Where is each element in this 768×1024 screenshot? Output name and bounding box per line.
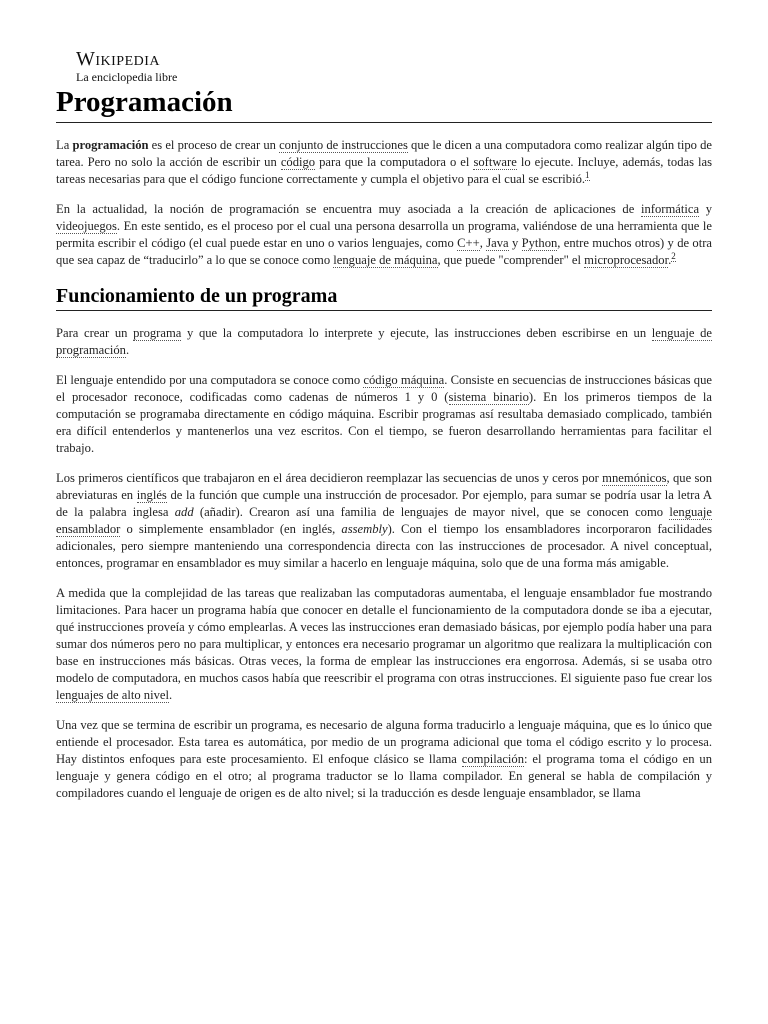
text: . <box>168 688 173 702</box>
text: y <box>699 202 712 216</box>
logo-tagline: La enciclopedia libre <box>76 70 178 84</box>
text: En la actualidad, la noción de programación se encuentra muy asociada a la creación de aplicaciones de <box>56 202 641 216</box>
text: y que la computadora lo interprete y ejecute, las instrucciones deben escribirse en un <box>181 326 652 340</box>
text: es el proceso de crear un <box>148 138 280 152</box>
text: . <box>668 253 672 267</box>
text: , que son abreviaturas en <box>56 471 713 502</box>
text: o simplemente ensamblador (en inglés, <box>120 522 342 536</box>
text: Para crear un <box>56 326 134 340</box>
paragraph-crear-programa <box>56 325 712 359</box>
link-codigo[interactable]: código <box>280 155 316 169</box>
section-heading: Funcionamiento de un programa <box>56 282 712 311</box>
text: para que la computadora o el <box>315 155 474 169</box>
text: Los primeros científicos que trabajaron en el área decidieron reemplazar las secuencias de unos y ceros por <box>56 471 603 485</box>
text: . <box>125 343 130 357</box>
link-lenguaje-de-maquina[interactable]: lenguaje de máquina <box>333 253 438 267</box>
text: A medida que la complejidad de las tareas que realizaban las computadoras aumentaba, el lenguaje ensamblador fue mostrando limitaciones. Para hacer un programa había que conocer en detalle el funcionamiento de la computadora donde se iba a ejecutar, qué instrucciones proveía y cómo emplearlas. A veces las instrucciones eran demasiado básicas, por ejemplo podía haber una para sumar dos números pero no para multiplicar, y entonces era necesario programar un algoritmo que realizara la multiplicación con base en instrucciones más básicas. Otras veces, la forma de emplear las instrucciones era engorrosa. Además, si se usaba otro modelo de computadora, en muchos casos había que reescribir el programa con otras instrucciones. El siguiente paso fue crear los <box>56 586 712 685</box>
text: que le dicen a una computadora como realizar algún tipo de tarea. Pero no solo la acción de escribir un <box>56 138 713 169</box>
reference-2[interactable]: 2 <box>671 250 676 261</box>
link-python[interactable]: Python <box>521 236 558 250</box>
text: La <box>56 138 73 152</box>
link-lenguajes-de-alto-nivel[interactable]: lenguajes de alto nivel <box>56 688 169 702</box>
paragraph-alto-nivel <box>56 585 712 704</box>
link-sistema-binario[interactable]: sistema binario <box>448 390 529 404</box>
text: y <box>508 236 522 250</box>
link-conjunto-de-instrucciones[interactable]: conjunto de instrucciones <box>279 138 408 152</box>
page-title: Programación <box>56 82 712 123</box>
text: de la función que cumple una instrucción de procesador. Por ejemplo, para sumar se podría usar la letra A de la palabra inglesa <box>56 488 712 519</box>
link-programa[interactable]: programa <box>133 326 182 340</box>
italic-term: assembly <box>341 522 388 536</box>
text: , entre muchos otros) y de otra que sea capaz de “traducirlo” a lo que se conoce como <box>56 236 713 267</box>
paragraph-intro <box>56 137 712 188</box>
text: ). Con el tiempo los ensambladores incorporaron facilidades adicionales, pero siempre manteniendo una correspondencia directa con las instrucciones de procesador. A nivel conceptual, entonces, programar en ensamblador es muy similar a hacerlo en lenguaje máquina, solo que de una forma más amigable. <box>56 522 712 570</box>
paragraph-actualidad <box>56 201 712 269</box>
text: , que puede "comprender" el <box>437 253 585 267</box>
reference-1[interactable]: 1 <box>585 169 590 180</box>
link-lenguaje-de-programacion[interactable]: lenguaje de programación <box>56 326 712 357</box>
text: . En este sentido, es el proceso por el cual una persona desarrolla un programa, valiéndose de una herramienta que le permita escribir el código (el cual puede estar en uno o varios lenguajes, como <box>56 219 712 250</box>
italic-term: add <box>174 505 194 519</box>
link-cpp[interactable]: C++ <box>457 236 480 250</box>
link-microprocesador[interactable]: microprocesador <box>584 253 669 267</box>
bold-term: programación <box>72 138 149 152</box>
link-ingles[interactable]: inglés <box>136 488 167 502</box>
link-codigo-maquina[interactable]: código máquina <box>363 373 445 387</box>
text: ). En los primeros tiempos de la computación se programaba directamente en código máquina. Escribir programas así resultaba demasiado complicado, también era difícil entenderlos y mantenerlos una vez escritos. Con el tiempo, se fueron desarrollando herramientas para facilitar el trabajo. <box>56 390 713 455</box>
link-software[interactable]: software <box>473 155 517 169</box>
logo-wordmark: Wikipedia <box>76 48 161 70</box>
link-lenguaje-ensamblador[interactable]: lenguaje ensamblador <box>56 505 712 536</box>
text: . Consiste en secuencias de instrucciones básicas que el procesador reconoce, codificadas como cadenas de números 1 y 0 ( <box>56 373 712 404</box>
paragraph-codigo-maquina <box>56 372 712 457</box>
text: lo ejecute. Incluye, además, todas las tareas necesarias para que el código funcione correctamente y cumpla el objetivo para el cual se escribió. <box>56 155 713 186</box>
link-mnemonicos[interactable]: mnemónicos <box>602 471 667 485</box>
text: : el programa toma el código en un lenguaje y genera código en el otro; al programa traductor se lo llama compilador. En general se habla de compilación y compiladores cuando el lenguaje de origen es de alto nivel; si la traducción es desde lenguaje ensamblador, se llama <box>56 752 712 800</box>
text: Una vez que se termina de escribir un programa, es necesario de alguna forma traducirlo a lenguaje máquina, que es lo único que entiende el procesador. Esta tarea es automática, por medio de un programa adicional que toma el código escrito y lo procesa. Hay distintos enfoques para este procesamiento. El enfoque clásico se llama <box>56 718 712 766</box>
link-compilacion[interactable]: compilación <box>461 752 525 766</box>
wikipedia-logo[interactable] <box>76 48 177 84</box>
text: (añadir). Crearon así una familia de lenguajes de mayor nivel, que se conocen como <box>193 505 670 519</box>
link-informatica[interactable]: informática <box>640 202 700 216</box>
paragraph-ensamblador <box>56 470 712 572</box>
paragraph-compilacion <box>56 717 712 802</box>
text: , <box>479 236 487 250</box>
link-java[interactable]: Java <box>486 236 509 250</box>
link-videojuegos[interactable]: videojuegos <box>56 219 117 233</box>
article-body <box>56 137 712 815</box>
text: El lenguaje entendido por una computadora se conoce como <box>56 373 364 387</box>
